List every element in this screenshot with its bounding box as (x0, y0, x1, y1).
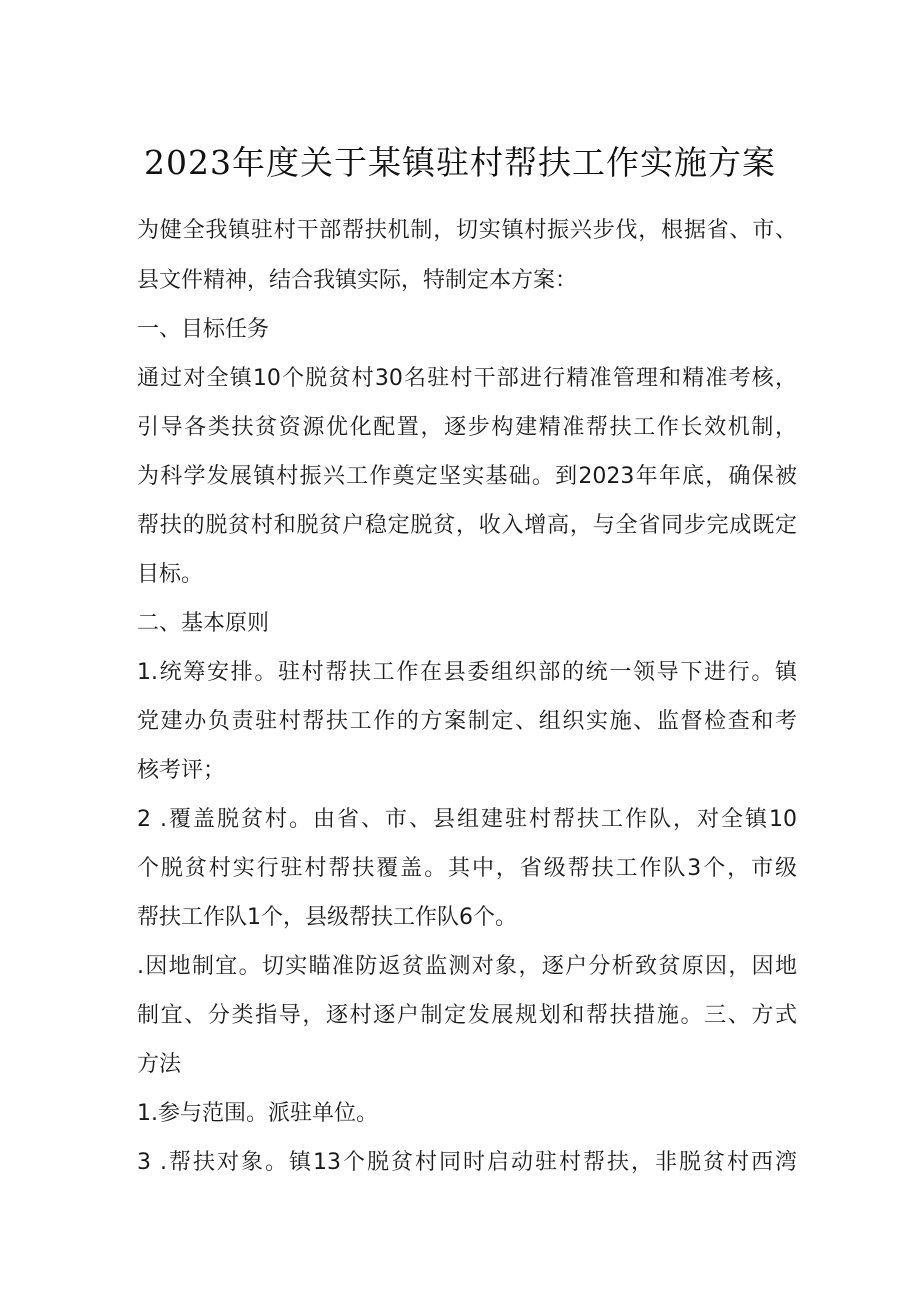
section-heading: 方法 (137, 1052, 182, 1077)
section-heading: 一、目标任务 (137, 317, 270, 342)
document-title: 2023年度关于某镇驻村帮扶工作实施方案 (144, 143, 776, 182)
paragraph-line: 为科学发展镇村振兴工作奠定坚实基础。到2023年年底，确保被 (137, 464, 797, 489)
paragraph-line: 3 .帮扶对象。镇13个脱贫村同时启动驻村帮扶，非脱贫村西湾 (137, 1150, 797, 1175)
paragraph-line: 2 .覆盖脱贫村。由省、市、县组建驻村帮扶工作队，对全镇10 (137, 807, 797, 832)
paragraph-line: 县文件精神，结合我镇实际，特制定本方案： (137, 268, 578, 293)
section-heading: 二、基本原则 (137, 611, 270, 636)
paragraph-line: 目标。 (137, 562, 204, 587)
paragraph-line: 通过对全镇10个脱贫村30名驻村干部进行精准管理和精准考核， (137, 366, 797, 391)
paragraph-line: 引导各类扶贫资源优化配置，逐步构建精准帮扶工作长效机制， (137, 415, 797, 440)
paragraph-line: 1.统筹安排。驻村帮扶工作在县委组织部的统一领导下进行。镇 (137, 660, 797, 685)
paragraph-line: 帮扶工作队1个，县级帮扶工作队6个。 (137, 905, 517, 930)
paragraph-line: 个脱贫村实行驻村帮扶覆盖。其中，省级帮扶工作队3个，市级 (137, 856, 797, 881)
paragraph-line: 帮扶的脱贫村和脱贫户稳定脱贫，收入增高，与全省同步完成既定 (137, 513, 797, 538)
paragraph-line: .因地制宜。切实瞄准防返贫监测对象，逐户分析致贫原因，因地 (137, 954, 797, 979)
paragraph-line: 核考评； (137, 758, 226, 783)
paragraph-line: 为健全我镇驻村干部帮扶机制，切实镇村振兴步伐，根据省、市、 (137, 218, 797, 243)
paragraph-line: 1.参与范围。派驻单位。 (137, 1101, 378, 1126)
paragraph-line: 党建办负责驻村帮扶工作的方案制定、组织实施、监督检查和考 (137, 709, 797, 734)
paragraph-line: 制宜、分类指导，逐村逐户制定发展规划和帮扶措施。三、方式 (137, 1003, 797, 1028)
